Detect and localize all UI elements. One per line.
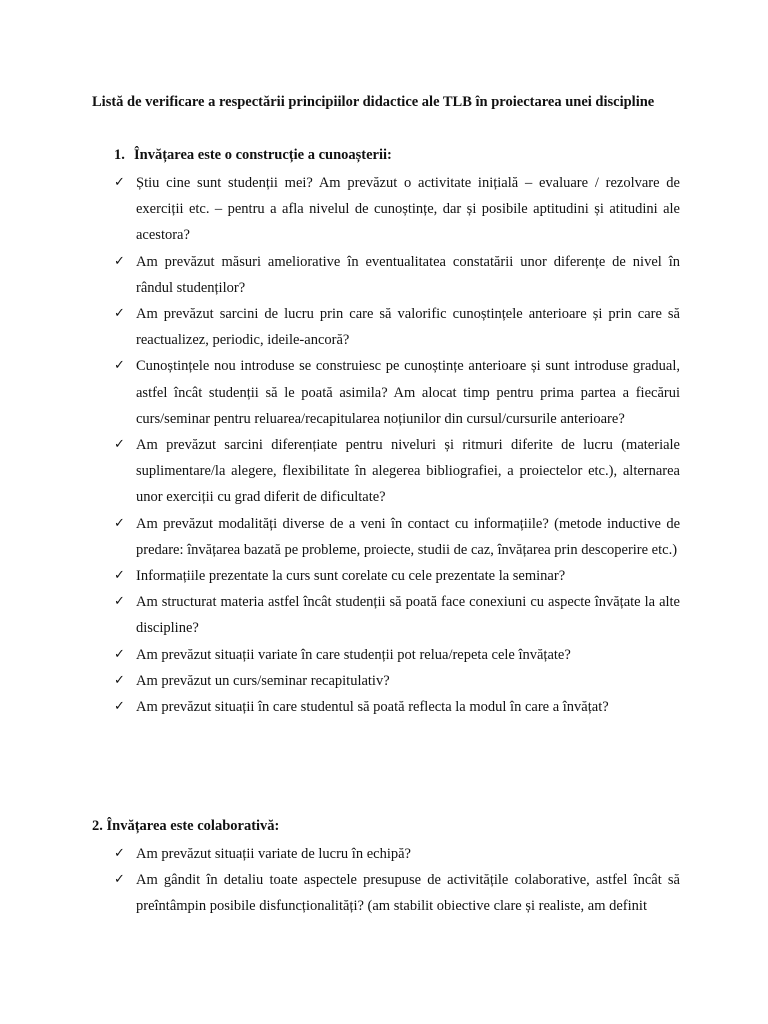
- section-heading: [92, 144, 680, 170]
- checkmark-icon: ✓: [114, 358, 125, 374]
- document-title: Listă de verificare a respectării principiilor didactice ale TLB în proiectarea unei discipline: [92, 94, 655, 110]
- checklist-item: [92, 511, 680, 563]
- checklist-item-text: Am prevăzut măsuri ameliorative în eventualitatea constatării unor diferențe de nivel în rândul studenților?: [136, 253, 680, 296]
- checkmark-icon: ✓: [114, 568, 125, 584]
- checklist-item-text: Am prevăzut modalități diverse de a veni în contact cu informațiile? (metode inductive de predare: învățarea bazată pe probleme, proiecte, studii de caz, învățarea prin descoperire etc.): [136, 515, 680, 558]
- checkmark-icon: ✓: [114, 646, 125, 662]
- checkmark-icon: ✓: [114, 846, 125, 861]
- checklist-item-text: Am prevăzut un curs/seminar recapitulativ?: [136, 672, 390, 689]
- checklist-item: [92, 249, 680, 301]
- checkmark-icon: ✓: [114, 672, 125, 688]
- checklist-item: [92, 642, 680, 668]
- checklist-item-text: Am gândit în detaliu toate aspectele presupuse de activitățile colaborative, astfel încât să preîntâmpin posibile disfuncționalități? (am stabilit obiective clare și realiste, am definit: [136, 872, 680, 915]
- section-construction-of-knowledge: [92, 144, 680, 720]
- checklist-item-text: Am prevăzut sarcini de lucru prin care să valorific cunoștințele anterioare și prin care să reactualizez, periodic, ideile-ancoră?: [136, 306, 680, 349]
- checklist-item: [92, 841, 680, 867]
- checklist-item-text: Cunoștințele nou introduse se construiesc pe cunoștințe anterioare și sunt introduse gradual, astfel încât studenții să le poată asimila? Am alocat timp pentru prima partea a fiecărui curs/seminar pentru reluarea/recapitularea noțiunilor din cursul/cursurile anterioare?: [136, 358, 680, 427]
- checklist-item: [92, 867, 680, 919]
- checkmark-icon: ✓: [114, 253, 125, 269]
- checklist-item: [92, 170, 680, 249]
- section-heading: 2. Învățarea este colaborativă:: [92, 818, 280, 834]
- checklist: [92, 841, 680, 920]
- checklist-item-text: Informațiile prezentate la curs sunt corelate cu cele prezentate la seminar?: [136, 568, 566, 585]
- checklist-item-text: Știu cine sunt studenții mei? Am prevăzut o activitate inițială – evaluare / rezolvare de exerciții etc. – pentru a afla nivelul de cunoștințe, dar și posibile aptitudini și atitudini ale acestora?: [136, 175, 680, 244]
- section-number: 1.: [114, 147, 125, 163]
- checkmark-icon: ✓: [114, 306, 125, 322]
- checklist-item: [92, 589, 680, 641]
- checklist-item: [92, 301, 680, 353]
- checklist-item: [92, 668, 680, 694]
- checkmark-icon: ✓: [114, 175, 125, 190]
- checkmark-icon: ✓: [114, 872, 125, 888]
- checklist-item-text: Am prevăzut situații variate de lucru în echipă?: [136, 846, 411, 862]
- checkmark-icon: ✓: [114, 515, 125, 531]
- checklist-item-text: Am prevăzut situații în care studentul să poată reflecta la modul în care a învățat?: [136, 699, 609, 716]
- section-collaborative-learning: [92, 815, 680, 920]
- checklist-item: [92, 563, 680, 589]
- checklist-item-text: Am prevăzut situații variate în care studenții pot relua/repeta cele învățate?: [136, 646, 571, 663]
- checklist: [92, 170, 680, 720]
- checklist-item: [92, 353, 680, 432]
- checklist-item: [92, 432, 680, 511]
- checklist-item-text: Am prevăzut sarcini diferențiate pentru niveluri și ritmuri diferite de lucru (materiale suplimentare/la alegere, flexibilitate în alegerea bibliografiei, a proiectelor etc.), alternarea unor exerciții cu grad diferit de dificultate?: [136, 437, 680, 506]
- checkmark-icon: ✓: [114, 594, 125, 610]
- checkmark-icon: ✓: [114, 699, 125, 715]
- checklist-item-text: Am structurat materia astfel încât studenții să poată face conexiuni cu aspecte învățate la alte discipline?: [136, 594, 680, 637]
- section-heading-text: Învățarea este o construcție a cunoașterii:: [134, 147, 392, 163]
- checklist-item: [92, 694, 680, 720]
- checkmark-icon: ✓: [114, 437, 125, 453]
